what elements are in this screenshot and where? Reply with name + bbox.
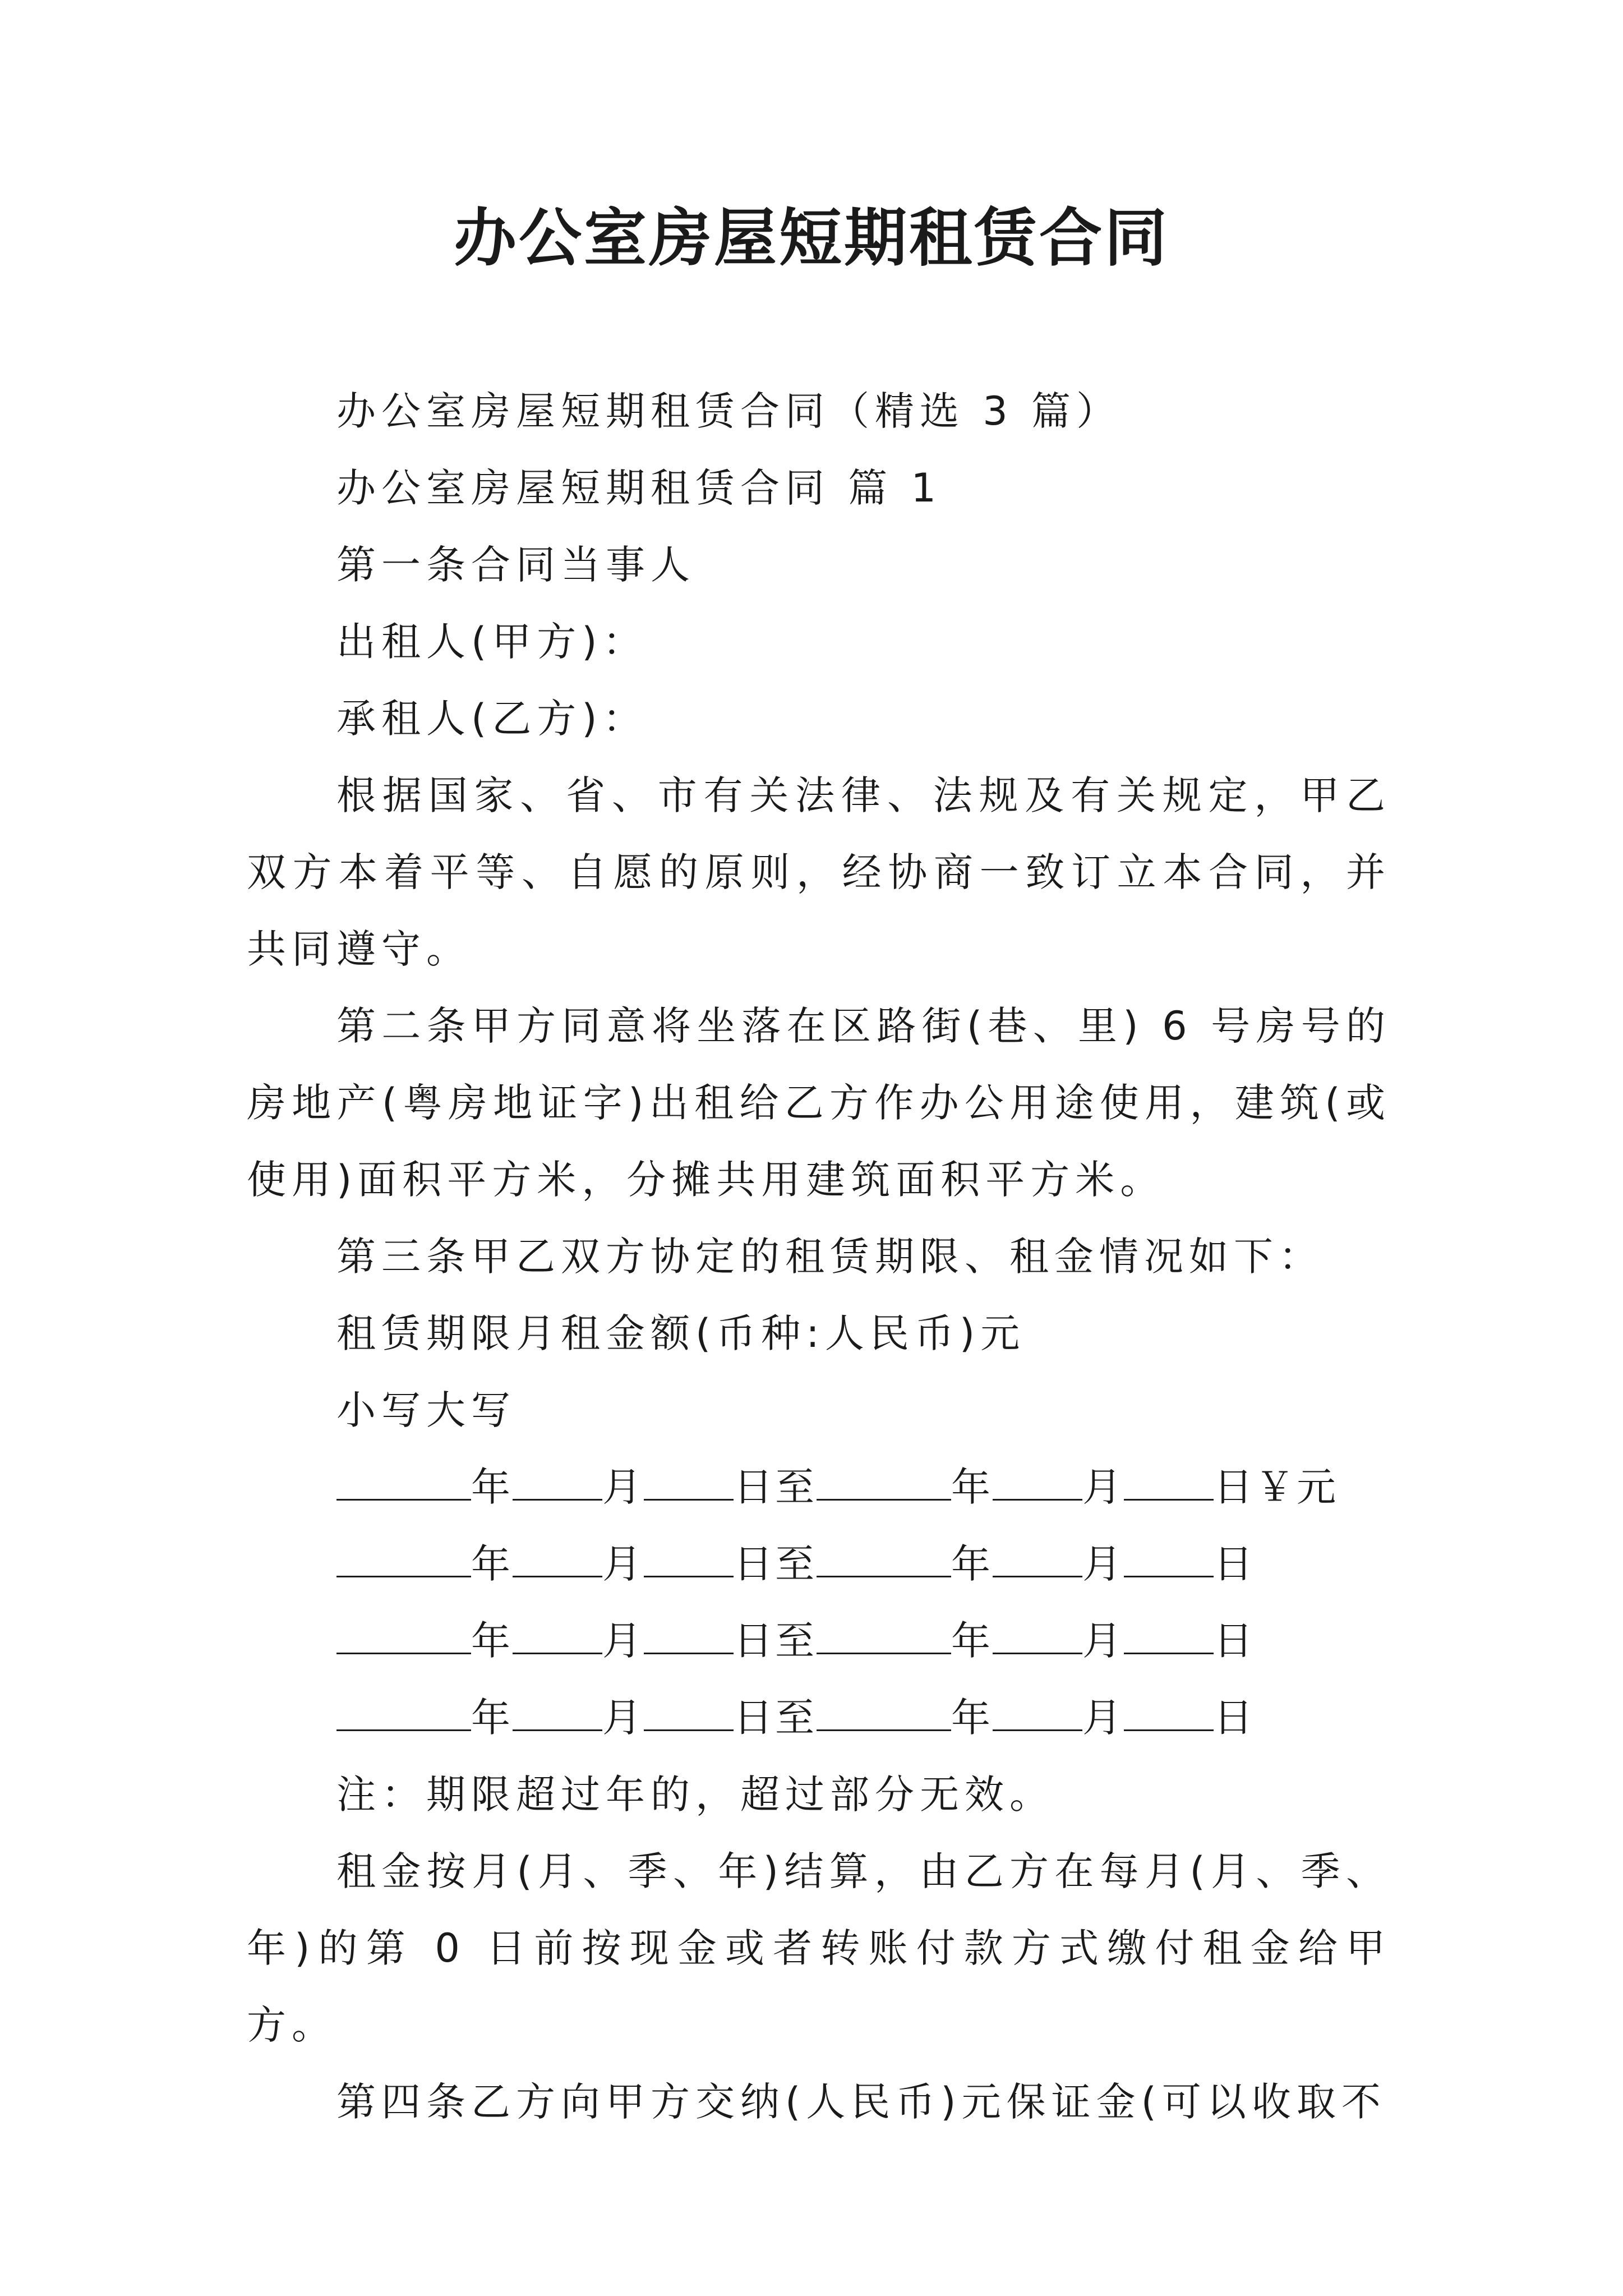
paragraph-note: 注：期限超过年的，超过部分无效。	[336, 1772, 1054, 1818]
blank-line	[644, 1696, 734, 1731]
document-title: 办公室房屋短期租赁合同	[454, 201, 1169, 275]
blank-line	[513, 1542, 602, 1577]
date-label: 日	[1214, 1464, 1255, 1510]
blank-line	[1124, 1542, 1214, 1577]
paragraph-lessor: 出租人(甲方)：	[336, 619, 648, 665]
blank-line	[993, 1696, 1082, 1731]
blank-line	[513, 1465, 602, 1501]
blank-line	[1124, 1619, 1214, 1654]
paragraph-article-4: 第四条乙方向甲方交纳(人民币)元保证金(可以收取不	[336, 2079, 1386, 2125]
date-label: 日至	[734, 1464, 817, 1510]
blank-line	[993, 1465, 1082, 1501]
paragraph-rent-payment: 租金按月(月、季、年)结算，由乙方在每月(月、季、年)的第 0 日前按现金或者转账付款方式缴付租金给甲方。	[247, 1848, 1391, 2048]
blank-line	[817, 1696, 951, 1731]
date-label: 年	[951, 1541, 993, 1587]
blank-line	[1124, 1696, 1214, 1731]
blank-line	[336, 1696, 471, 1731]
date-label: 月	[602, 1695, 644, 1741]
blank-line	[513, 1696, 602, 1731]
date-label: 月	[602, 1618, 644, 1664]
date-label: 年	[951, 1695, 993, 1741]
date-label: 月	[1082, 1618, 1124, 1664]
date-label: 年	[471, 1464, 513, 1510]
paragraph-section-heading: 办公室房屋短期租赁合同 篇 1	[336, 465, 942, 511]
date-label: 年	[951, 1464, 993, 1510]
date-label: 日	[1214, 1618, 1255, 1664]
blank-line	[336, 1465, 471, 1501]
date-label: 日至	[734, 1618, 817, 1664]
currency-label: ￥元	[1255, 1464, 1338, 1510]
paragraph-subtitle: 办公室房屋短期租赁合同（精选 3 篇）	[336, 388, 1122, 434]
blank-line	[336, 1542, 471, 1577]
blank-line	[644, 1542, 734, 1577]
date-label: 年	[951, 1618, 993, 1664]
blank-line	[644, 1465, 734, 1501]
blank-line	[513, 1619, 602, 1654]
date-label: 月	[1082, 1695, 1124, 1741]
date-label: 月	[602, 1541, 644, 1587]
paragraph-article-2: 第二条甲方同意将坐落在区路街(巷、里) 6 号房号的房地产(粤房地证字)出租给乙方作办公用途使用，建筑(或使用)面积平方米，分摊共用建筑面积平方米。	[247, 1003, 1391, 1203]
date-label: 日至	[734, 1695, 817, 1741]
date-label: 月	[1082, 1541, 1124, 1587]
date-label: 年	[471, 1541, 513, 1587]
document-body	[247, 373, 1391, 2141]
paragraph-amount-labels: 小写大写	[336, 1387, 516, 1433]
blank-line	[817, 1542, 951, 1577]
blank-line	[644, 1619, 734, 1654]
paragraph-rent-term: 租赁期限月租金额(币种:人民币)元	[336, 1310, 1026, 1356]
date-label: 年	[471, 1618, 513, 1664]
blank-line	[817, 1465, 951, 1501]
date-label: 日	[1214, 1541, 1255, 1587]
blank-line	[1124, 1465, 1214, 1501]
date-label: 日	[1214, 1695, 1255, 1741]
date-rows	[247, 1449, 1391, 1756]
date-label: 月	[1082, 1464, 1124, 1510]
blank-line	[993, 1619, 1082, 1654]
paragraph-article-1: 第一条合同当事人	[336, 542, 695, 588]
date-label: 日至	[734, 1541, 817, 1587]
date-row	[247, 1603, 1391, 1680]
paragraph-article-3: 第三条甲乙双方协定的租赁期限、租金情况如下：	[336, 1234, 1324, 1280]
date-row	[247, 1449, 1391, 1526]
blank-line	[336, 1619, 471, 1654]
date-row	[247, 1680, 1391, 1756]
paragraph-preamble: 根据国家、省、市有关法律、法规及有关规定，甲乙双方本着平等、自愿的原则，经协商一致订立本合同，并共同遵守。	[247, 772, 1391, 972]
blank-line	[993, 1542, 1082, 1577]
date-label: 月	[602, 1464, 644, 1510]
date-label: 年	[471, 1695, 513, 1741]
paragraph-lessee: 承租人(乙方)：	[336, 696, 648, 742]
blank-line	[817, 1619, 951, 1654]
date-row	[247, 1526, 1391, 1603]
